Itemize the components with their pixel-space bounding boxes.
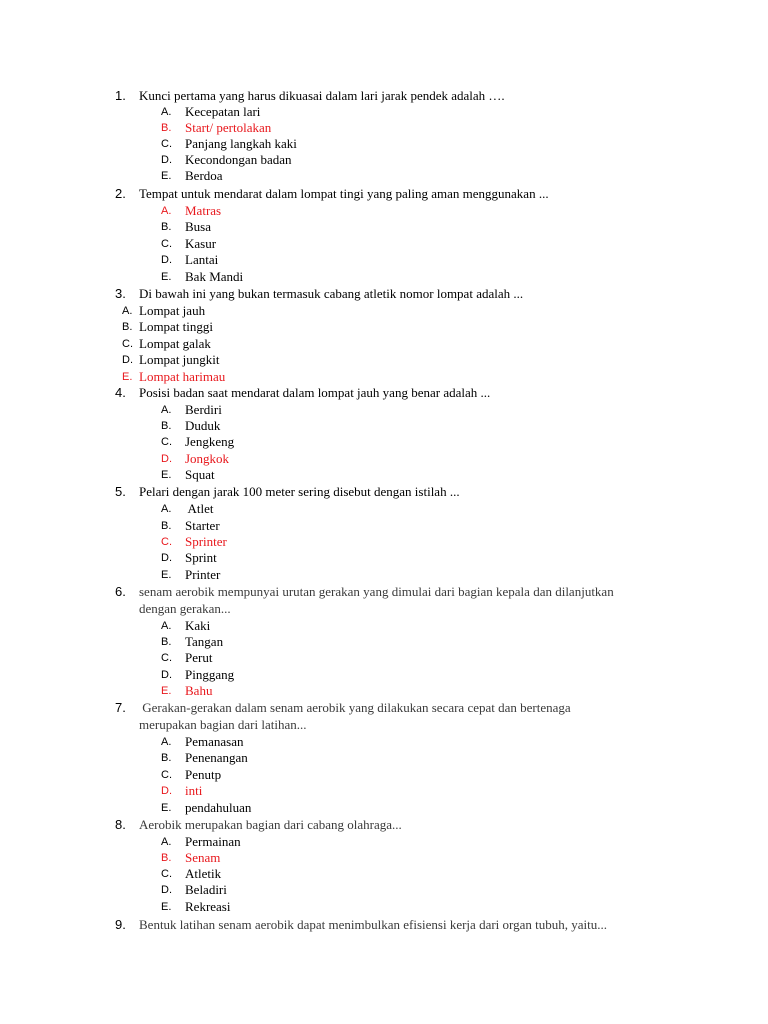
option-letter: C. [161,138,172,150]
option-letter: D. [122,354,133,366]
option-text: Senam [185,850,221,865]
option-letter: A. [161,836,172,848]
option-letter: B. [161,636,172,648]
option-letter: C. [122,338,133,350]
question-text: Pelari dengan jarak 100 meter sering disebut dengan istilah ... [139,484,460,499]
option-letter: D. [161,669,172,681]
option-text: Lompat jauh [139,303,206,318]
question-number: 9. [115,917,126,932]
option-text: Sprinter [185,534,227,549]
option-text: Lompat jungkit [139,352,220,367]
option-letter: C. [161,868,172,880]
option-text: Perut [185,650,213,665]
question-text: Posisi badan saat mendarat dalam lompat jauh yang benar adalah ... [139,385,491,400]
option-text: Jengkeng [185,434,235,449]
option-text: Kecondongan badan [185,152,292,167]
option-letter: A. [161,404,172,416]
option-letter: A. [122,305,133,317]
option-text: Sprint [185,550,217,565]
question-text: merupakan bagian dari latihan... [139,717,307,732]
option-letter: D. [161,884,172,896]
option-letter: D. [161,785,172,797]
option-letter: B. [161,852,172,864]
option-letter: B. [161,752,172,764]
option-letter: D. [161,154,172,166]
question-text: Aerobik merupakan bagian dari cabang olahraga... [139,817,402,832]
option-text: Panjang langkah kaki [185,136,297,151]
option-letter: E. [161,901,172,913]
question-number: 1. [115,88,126,103]
option-text: Bak Mandi [185,269,244,284]
option-text: Printer [185,567,221,582]
question-text: Gerakan-gerakan dalam senam aerobik yang dilakukan secara cepat dan bertenaga [139,700,571,715]
option-text: Matras [185,203,222,218]
option-text: Squat [185,467,215,482]
option-letter: A. [161,620,172,632]
question-text: Di bawah ini yang bukan termasuk cabang atletik nomor lompat adalah ... [139,286,524,301]
option-letter: E. [122,371,133,383]
option-text: Starter [185,518,220,533]
option-letter: E. [161,271,172,283]
option-text: Pinggang [185,667,235,682]
option-letter: C. [161,238,172,250]
option-text: Permainan [185,834,241,849]
option-text: Beladiri [185,882,227,897]
option-letter: B. [161,122,172,134]
option-text: Start/ pertolakan [185,120,272,135]
option-letter: D. [161,552,172,564]
option-text: Rekreasi [185,899,231,914]
option-letter: C. [161,536,172,548]
option-text: Penenangan [185,750,248,765]
option-text: Berdiri [185,402,222,417]
option-text: Lompat tinggi [139,319,214,334]
question-text: Kunci pertama yang harus dikuasai dalam lari jarak pendek adalah …. [139,88,505,103]
option-letter: A. [161,503,172,515]
option-letter: C. [161,769,172,781]
option-text: Bahu [185,683,213,698]
option-letter: B. [161,520,172,532]
question-number: 6. [115,584,126,599]
question-text: dengan gerakan... [139,601,231,616]
option-letter: B. [161,221,172,233]
option-text: Lantai [185,252,219,267]
option-text: Lompat galak [139,336,211,351]
option-text: Kasur [185,236,217,251]
option-letter: C. [161,652,172,664]
question-text: senam aerobik mempunyai urutan gerakan yang dimulai dari bagian kepala dan dilanjutkan [139,584,614,599]
option-text: Busa [185,219,211,234]
option-text: Atletik [185,866,222,881]
option-text: Duduk [185,418,221,433]
option-letter: A. [161,106,172,118]
option-letter: E. [161,685,172,697]
option-text: Atlet [185,501,214,516]
option-text: inti [185,783,203,798]
question-number: 8. [115,817,126,832]
option-text: Kaki [185,618,211,633]
option-letter: D. [161,254,172,266]
question-number: 5. [115,484,126,499]
option-letter: E. [161,569,172,581]
question-number: 7. [115,700,126,715]
option-letter: E. [161,469,172,481]
question-number: 3. [115,286,126,301]
question-number: 2. [115,186,126,201]
option-text: Pemanasan [185,734,244,749]
option-letter: E. [161,802,172,814]
option-letter: B. [122,321,133,333]
option-text: Tangan [185,634,224,649]
option-text: Penutp [185,767,222,782]
option-text: Berdoa [185,168,223,183]
option-text: Lompat harimau [139,369,226,384]
option-letter: A. [161,205,172,217]
option-text: Kecepatan lari [185,104,261,119]
option-letter: E. [161,170,172,182]
question-text: Bentuk latihan senam aerobik dapat menimbulkan efisiensi kerja dari organ tubuh, yaitu... [139,917,607,932]
option-letter: D. [161,453,172,465]
question-text: Tempat untuk mendarat dalam lompat tingi yang paling aman menggunakan ... [139,186,549,201]
option-text: pendahuluan [185,800,252,815]
option-text: Jongkok [185,451,230,466]
option-letter: A. [161,736,172,748]
option-letter: C. [161,436,172,448]
option-letter: B. [161,420,172,432]
question-number: 4. [115,385,126,400]
